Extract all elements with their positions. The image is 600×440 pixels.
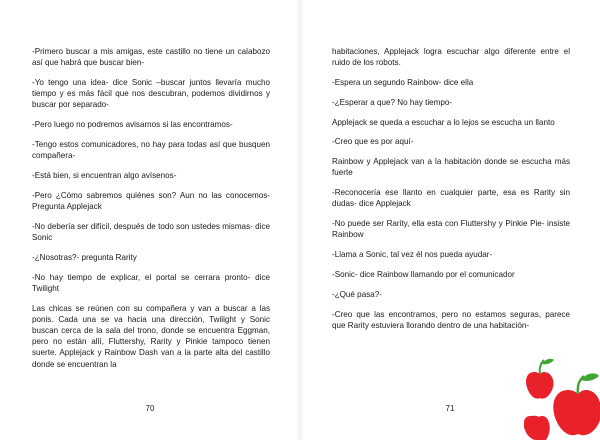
page-number-left: 70	[145, 404, 155, 413]
paragraph: -Creo que las encontramos, pero no estamos seguras, parece que Rarity estuviera llorando dentro de una habitación-	[332, 309, 570, 330]
paragraph: -¿Nosotras?- pregunta Rarity	[32, 252, 137, 262]
paragraph: Las chicas se reúnen con su compañera y van a buscar a las ponis. Cada una se va hacia una dirección, Twilight y Sonic buscan cerca de la sala del trono, donde se encuentra Eggman, pero no están allí, Fluttershy, Rarity y Pinkie tampoco tienen suerte. Applejack y Rainbow Dash van a la parte alta del castillo donde se encuentran la	[32, 303, 270, 369]
paragraph: -Tengo estos comunicadores, no hay para todas así que busquen compañera-	[32, 140, 270, 161]
apple-icon	[524, 416, 550, 440]
paragraph: -¿Esperar a que? No hay tiempo-	[332, 97, 453, 107]
paragraph: -Yo tengo una idea- dice Sonic –buscar juntos llevaría mucho tiempo y es más fácil que nos descubran, podemos dividirnos y buscar por separado-	[32, 78, 270, 110]
paragraph: -Espera un segundo Rainbow- dice ella	[332, 78, 474, 87]
paragraph: Rainbow y Applejack van a la habitación donde se escucha más fuerte	[332, 157, 570, 178]
page-number-right: 71	[445, 404, 455, 413]
paragraph: -Reconocería ese llanto en cualquier parte, esa es Rarity sin dudas- dice Applejack	[332, 188, 570, 209]
paragraph: -Llama a Sonic, tal vez él nos pueda ayudar-	[332, 250, 493, 260]
paragraph: -Sonic- dice Rainbow llamando por el comunicador	[332, 269, 515, 279]
apple-icon	[526, 359, 554, 399]
paragraph: -Pero ¿Cómo sabremos quiénes son? Aun no las conocemos- Pregunta Applejack	[32, 190, 270, 211]
paragraph: -Primero buscar a mis amigas, este castillo no tiene un calabozo así que habrá que buscar bien-	[32, 47, 270, 68]
paragraph: -Pero luego no podremos avisarnos si las encontramos-	[32, 120, 233, 130]
paragraph: -Está bien, si encuentran algo avísenos-	[32, 171, 177, 180]
paragraph: -Creo que es por aquí-	[332, 137, 414, 147]
paragraph: -No puede ser Rarity, ella esta con Fluttershy y Pinkie Pie- insiste Rainbow	[332, 219, 570, 240]
paragraph: -No debería ser difícil, después de todo son ustedes mismas- dice Sonic	[32, 221, 270, 242]
paragraph: -No hay tiempo de explicar, el portal se cerrara pronto- dice Twilight	[32, 272, 270, 293]
apple-icon	[553, 373, 600, 435]
paragraph: Applejack se queda a escuchar a lo lejos se escucha un llanto	[332, 117, 555, 127]
paragraph: -¿Qué pasa?-	[332, 289, 382, 299]
apple-cluster-icon	[524, 350, 600, 440]
paragraph: habitaciones, Applejack logra escuchar algo diferente entre el ruido de los robots.	[332, 47, 570, 68]
